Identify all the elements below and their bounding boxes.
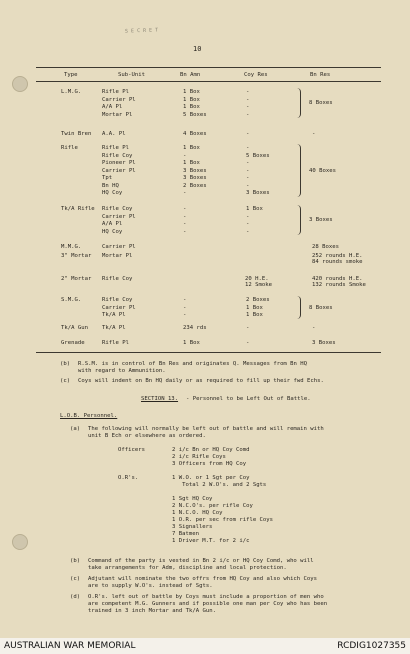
row-type: Twin Bren: [61, 131, 92, 137]
row-bn-res: 3 Boxes: [312, 340, 336, 346]
row-sub-unit: Mortar Pl: [102, 111, 133, 118]
row-coy-res: -: [246, 175, 250, 181]
header-sub-unit: Sub-Unit: [118, 72, 145, 78]
footer-id: RCDIG1027355: [337, 641, 406, 651]
row-coy-res: 3 Boxes: [246, 190, 270, 196]
ors-label: O.R's.: [118, 475, 139, 481]
row-coy-res: 1 Box: [246, 312, 263, 318]
row-bn-amn: -: [183, 213, 187, 220]
row-coy-res: -: [246, 145, 250, 151]
row-coy-res: 1 Box: [246, 304, 263, 311]
para-d-line: O.R's. left out of battle by Coys must include a proportion of men who: [88, 594, 324, 600]
row-coy-res: 20 H.E. 12 Smoke: [245, 276, 272, 288]
row-coy-res: -: [246, 111, 250, 118]
row-bn-res: 3 Boxes: [309, 217, 333, 224]
row-brace: [297, 205, 301, 235]
para-c-line: are to supply W.O's. instead of Sgts.: [88, 583, 213, 589]
or-entry: 1 N.C.O. HQ Coy: [172, 510, 223, 516]
para-c-label: (c): [70, 576, 81, 582]
row-sub-unit: Mortar Pl: [102, 253, 133, 259]
row-type: Tk/A Rifle: [61, 206, 95, 212]
or-entry: 2 N.C.O's. per rifle Coy: [172, 503, 253, 509]
table-rule-bottom: [36, 352, 381, 353]
table-rule-top: [36, 67, 381, 68]
row-coy-res: -: [246, 104, 250, 110]
officer-entry: 3 Officers from HQ Coy: [172, 461, 247, 467]
row-bn-amn: 2 Boxes: [183, 182, 207, 189]
para-b-label: (b): [70, 558, 81, 564]
row-bn-amn: -: [183, 297, 187, 303]
row-bn-amn: -: [183, 228, 187, 235]
note-b-line: R.S.M. is in control of Bn Res and originates Q. Messages from Bn HQ: [78, 361, 308, 367]
or-entry: 1 Driver M.T. for 2 i/c: [172, 538, 250, 544]
row-sub-unit: Pioneer Pl: [102, 160, 136, 166]
row-coy-res: -: [246, 167, 250, 174]
row-bn-amn: 1 Box: [183, 89, 200, 95]
or-entry: Total 2 W.O's. and 2 Sgts: [172, 482, 267, 488]
row-coy-res: -: [246, 325, 250, 331]
row-bn-amn: -: [183, 190, 187, 196]
row-bn-amn: 3 Boxes: [183, 167, 207, 174]
row-sub-unit: Tk/A Pl: [102, 325, 126, 331]
row-bn-amn: -: [183, 312, 187, 318]
row-brace: [297, 296, 301, 319]
row-sub-unit: Rifle Coy: [102, 206, 133, 212]
para-b-line: Command of the party is vested in Bn 2 i/c or HQ Coy Comd, who will: [88, 558, 314, 564]
header-bn-amn: Bn Amn: [180, 72, 201, 78]
row-sub-unit: HQ Coy: [102, 190, 123, 196]
row-type: 3" Mortar: [61, 253, 92, 259]
row-sub-unit: Tk/A Pl: [102, 312, 126, 318]
or-entry: 1 O.R. per sec from rifle Coys: [172, 517, 274, 523]
row-bn-res: -: [312, 325, 316, 331]
row-coy-res: 1 Box: [246, 206, 263, 212]
row-bn-amn: -: [183, 206, 187, 212]
para-a-line: The following will normally be left out of battle and will remain with: [88, 426, 324, 432]
footer-source: AUSTRALIAN WAR MEMORIAL: [4, 641, 136, 651]
para-c-line: Adjutant will nominate the two offrs from HQ Coy and also which Coys: [88, 576, 318, 582]
section-subtitle: L.O.B. Personnel.: [60, 413, 118, 419]
header-type: Type: [64, 72, 78, 78]
row-type: S.M.G.: [61, 297, 82, 303]
note-b-label: (b): [60, 361, 71, 367]
punch-hole: [12, 76, 28, 92]
row-sub-unit: Bn HQ: [102, 182, 119, 189]
row-bn-amn: -: [183, 221, 187, 227]
section-title: SECTION 13.: [141, 396, 179, 402]
row-bn-amn: 1 Box: [183, 96, 200, 103]
row-coy-res: -: [246, 221, 250, 227]
para-a-label: (a): [70, 426, 81, 432]
row-coy-res: 2 Boxes: [246, 297, 270, 303]
row-bn-amn: 234 rds: [183, 325, 207, 331]
officers-label: Officers: [118, 447, 145, 453]
row-brace: [297, 88, 301, 118]
row-coy-res: -: [246, 340, 250, 346]
note-b-line: with regard to Ammunition.: [78, 368, 166, 374]
row-coy-res: -: [246, 96, 250, 103]
row-type: Rifle: [61, 145, 78, 151]
or-entry: 3 Signallers: [172, 524, 213, 530]
or-entry: 1 Sgt HQ Coy: [172, 496, 213, 502]
punch-hole: [12, 534, 28, 550]
row-bn-amn: 4 Boxes: [183, 131, 207, 137]
row-sub-unit: A.A. Pl: [102, 131, 126, 137]
header-coy-res: Coy Res: [244, 72, 268, 78]
row-sub-unit: Rifle Pl: [102, 340, 129, 346]
row-bn-res: 252 rounds H.E. 84 rounds smoke: [312, 253, 363, 265]
row-bn-res: 8 Boxes: [309, 304, 333, 311]
section-title-rest: - Personnel to be Left Out of Battle.: [186, 396, 311, 402]
row-brace: [297, 144, 301, 197]
row-sub-unit: Carrier Pl: [102, 304, 136, 311]
row-sub-unit: Rifle Coy: [102, 152, 133, 159]
note-c-line: Coys will indent on Bn HQ daily or as required to fill up their fwd Echs.: [78, 378, 324, 384]
row-bn-amn: 5 Boxes: [183, 111, 207, 118]
row-bn-amn: -: [183, 304, 187, 311]
row-type: M.M.G.: [61, 244, 82, 250]
table-rule-header: [36, 81, 381, 82]
row-sub-unit: Tpt: [102, 175, 113, 181]
row-type: L.M.G.: [61, 89, 82, 95]
row-bn-amn: 1 Box: [183, 145, 200, 151]
row-bn-amn: 1 Box: [183, 160, 200, 166]
para-d-line: trained in 3 inch Mortar and Tk/A Gun.: [88, 608, 216, 614]
row-type: Grenade: [61, 340, 85, 346]
row-type: Tk/A Gun: [61, 325, 88, 331]
row-coy-res: -: [246, 89, 250, 95]
officer-entry: 2 i/c Rifle Coys: [172, 454, 226, 460]
row-sub-unit: Carrier Pl: [102, 244, 136, 250]
row-bn-amn: -: [183, 152, 187, 159]
row-sub-unit: A/A Pl: [102, 104, 123, 110]
archive-footer: [0, 638, 410, 654]
row-coy-res: -: [246, 213, 250, 220]
officer-entry: 2 i/c Bn or HQ Coy Comd: [172, 447, 250, 453]
row-sub-unit: Rifle Pl: [102, 145, 129, 151]
header-bn-res: Bn Res: [310, 72, 331, 78]
row-type: 2" Mortar: [61, 276, 92, 282]
row-bn-amn: 1 Box: [183, 340, 200, 346]
row-coy-res: -: [246, 160, 250, 166]
row-sub-unit: Rifle Coy: [102, 297, 133, 303]
or-entry: 1 W.O. or 1 Sgt per Coy: [172, 475, 250, 481]
row-sub-unit: Carrier Pl: [102, 96, 136, 103]
row-coy-res: -: [246, 182, 250, 189]
row-sub-unit: HQ Coy: [102, 228, 123, 235]
para-b-line: take arrangements for Adm, discipline and local protection.: [88, 565, 287, 571]
row-bn-amn: 1 Box: [183, 104, 200, 110]
row-coy-res: -: [246, 131, 250, 137]
row-sub-unit: Rifle Coy: [102, 276, 133, 282]
para-d-label: (d): [70, 594, 81, 600]
row-bn-res: 8 Boxes: [309, 100, 333, 107]
para-a-line: unit B Ech or elsewhere as ordered.: [88, 433, 206, 439]
row-sub-unit: A/A Pl: [102, 221, 123, 227]
row-bn-res: -: [312, 131, 316, 137]
row-coy-res: -: [246, 228, 250, 235]
or-entry: 7 Batmen: [172, 531, 199, 537]
para-d-line: are competent M.G. Gunners and if possible one man per Coy who has been: [88, 601, 328, 607]
row-bn-res: 40 Boxes: [309, 167, 336, 174]
security-stamp: S E C R E T: [124, 27, 159, 35]
row-sub-unit: Carrier Pl: [102, 167, 136, 174]
row-bn-res: 28 Boxes: [312, 244, 339, 250]
row-bn-res: 420 rounds H.E. 132 rounds Smoke: [312, 276, 366, 288]
row-sub-unit: Rifle Pl: [102, 89, 129, 95]
row-coy-res: 5 Boxes: [246, 152, 270, 159]
note-c-label: (c): [60, 378, 71, 384]
row-bn-amn: 3 Boxes: [183, 175, 207, 181]
page-number: 10: [193, 45, 202, 53]
row-sub-unit: Carrier Pl: [102, 213, 136, 220]
